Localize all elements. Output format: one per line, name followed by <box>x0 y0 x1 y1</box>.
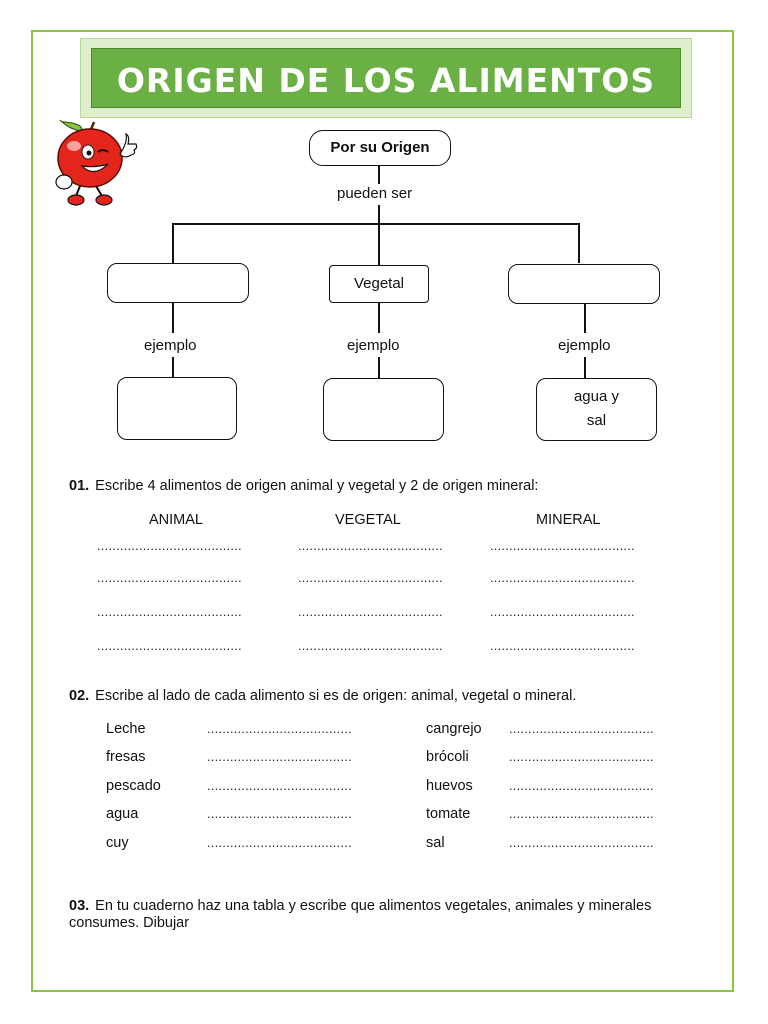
answer-blank[interactable]: ...................................... <box>509 778 654 793</box>
food-item: agua <box>106 806 139 822</box>
answer-blank[interactable]: ...................................... <box>97 604 242 619</box>
answer-blank[interactable]: ...................................... <box>509 749 654 764</box>
answer-blank[interactable]: ...................................... <box>97 638 242 653</box>
column-header-animal: ANIMAL <box>149 512 203 528</box>
answer-blank[interactable]: ...................................... <box>298 638 443 653</box>
food-item: fresas <box>106 749 146 765</box>
answer-blank[interactable]: ...................................... <box>490 604 635 619</box>
question-2-number: 02. <box>69 688 90 704</box>
answer-blank[interactable]: ...................................... <box>509 835 654 850</box>
food-item: sal <box>426 835 445 851</box>
title-banner-inner <box>91 48 681 108</box>
category-box-vegetal: Vegetal <box>329 265 429 303</box>
branch-line-left <box>172 223 174 263</box>
branch-line-left <box>172 303 174 333</box>
answer-blank[interactable]: ...................................... <box>298 538 443 553</box>
apple-mascot-icon <box>50 116 142 208</box>
question-3 <box>69 898 709 932</box>
branch-line-left <box>172 357 174 377</box>
diagram-root-box: Por su Origen <box>309 130 451 166</box>
page-title: ORIGEN DE LOS ALIMENTOS <box>116 61 656 100</box>
answer-blank[interactable]: ...................................... <box>207 806 352 821</box>
example-label-center: ejemplo <box>347 337 400 354</box>
connector-line <box>378 205 380 224</box>
answer-blank[interactable]: ...................................... <box>298 570 443 585</box>
food-item: huevos <box>426 778 473 794</box>
answer-blank[interactable]: ...................................... <box>207 835 352 850</box>
question-1-prompt: Escribe 4 alimentos de origen animal y vegetal y 2 de origen mineral: <box>95 478 539 494</box>
answer-blank[interactable]: ...................................... <box>490 538 635 553</box>
example-box-animal[interactable] <box>117 377 237 440</box>
food-item: cuy <box>106 835 129 851</box>
question-2-prompt: Escribe al lado de cada alimento si es de origen: animal, vegetal o mineral. <box>95 688 577 704</box>
answer-blank[interactable]: ...................................... <box>207 749 352 764</box>
question-1-number: 01. <box>69 478 90 494</box>
answer-blank[interactable]: ...................................... <box>509 721 654 736</box>
category-box-animal[interactable] <box>107 263 249 303</box>
question-2 <box>69 688 576 704</box>
branch-line-right <box>578 223 580 263</box>
branch-line-right <box>584 357 586 378</box>
answer-blank[interactable]: ...................................... <box>490 570 635 585</box>
branch-line-right <box>584 304 586 333</box>
answer-blank[interactable]: ...................................... <box>97 538 242 553</box>
question-3-prompt: En tu cuaderno haz una tabla y escribe que alimentos vegetales, animales y minerales consumes. Dibujar <box>69 898 652 931</box>
branch-horizontal-line <box>172 223 579 225</box>
example-label-right: ejemplo <box>558 337 611 354</box>
column-header-vegetal: VEGETAL <box>335 512 401 528</box>
answer-blank[interactable]: ...................................... <box>97 570 242 585</box>
connector-line <box>378 166 380 184</box>
example-label-left: ejemplo <box>144 337 197 354</box>
answer-blank[interactable]: ...................................... <box>207 778 352 793</box>
answer-blank[interactable]: ...................................... <box>207 721 352 736</box>
column-header-mineral: MINERAL <box>536 512 601 528</box>
food-item: Leche <box>106 721 146 737</box>
title-banner <box>80 38 692 118</box>
food-item: cangrejo <box>426 721 482 737</box>
food-item: tomate <box>426 806 471 822</box>
branch-line-center <box>378 357 380 378</box>
answer-blank[interactable]: ...................................... <box>298 604 443 619</box>
food-item: pescado <box>106 778 161 794</box>
branch-line-center <box>378 303 380 333</box>
branch-line-center <box>378 223 380 265</box>
diagram-connector-label: pueden ser <box>337 185 413 202</box>
category-box-mineral[interactable] <box>508 264 660 304</box>
example-box-vegetal[interactable] <box>323 378 444 441</box>
answer-blank[interactable]: ...................................... <box>490 638 635 653</box>
question-3-number: 03. <box>69 898 90 914</box>
food-item: brócoli <box>426 749 469 765</box>
example-box-mineral: agua y sal <box>536 378 657 441</box>
answer-blank[interactable]: ...................................... <box>509 806 654 821</box>
question-1 <box>69 478 538 494</box>
